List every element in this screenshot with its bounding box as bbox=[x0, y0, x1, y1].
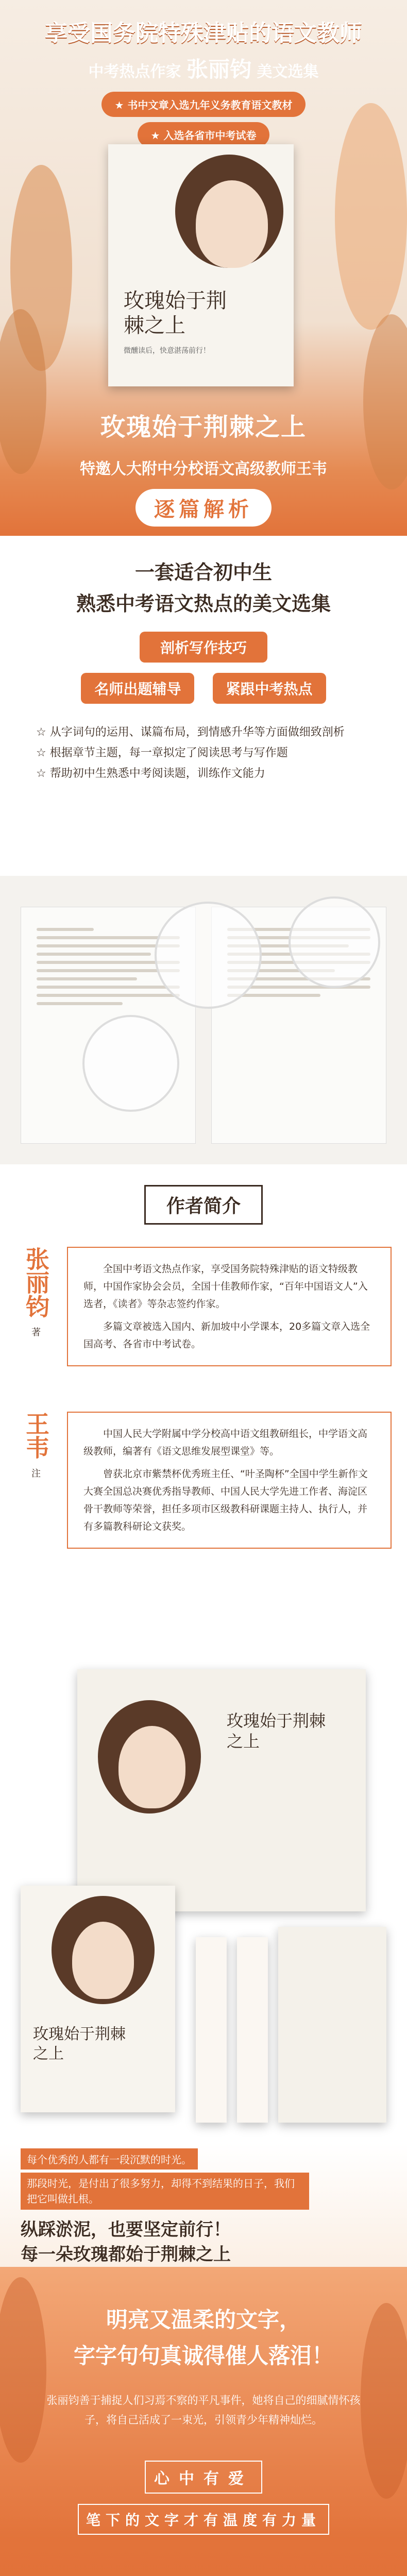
lozenge-warmth: 笔下的文字才有温度有力量 bbox=[78, 2504, 329, 2535]
pill-hotspot: 紧跟中考热点 bbox=[213, 673, 326, 704]
magnifier-circle-3 bbox=[289, 896, 380, 988]
quote-big-2: 每一朵玫瑰都始于荆棘之上 bbox=[21, 2244, 231, 2265]
bullet-text: 根据章节主题，每一章拟定了阅读思考与写作题 bbox=[49, 747, 288, 759]
banner-title: 玫瑰始于荆棘之上 bbox=[100, 413, 307, 442]
quote-box bbox=[21, 2148, 309, 2210]
book-cover bbox=[108, 144, 294, 386]
feature-bullet-1: ☆ 从字词句的运用、谋篇布局，到情感升华等方面做细致剖析 bbox=[36, 726, 345, 739]
subline-suffix: 美文选集 bbox=[257, 63, 319, 81]
magnifier-circle-1 bbox=[155, 902, 262, 1009]
hero-subline bbox=[0, 53, 407, 83]
author2-bio-2: 曾获北京市紫禁杯优秀班主任、“叶圣陶杯”全国中学生新作文大赛全国总决赛优秀指导教师、中国人民大学先进工作者、海淀区骨干教师等荣誉，担任多项市区级教科研课题主持人、执行人，并有多篇教科研论文获奖。 bbox=[83, 1468, 368, 1532]
badge-textbook-label: 书中文章入选九年义务教育语文教材 bbox=[127, 99, 293, 111]
showcase-book-back bbox=[278, 1927, 386, 2123]
bullet-text: 从字词句的运用、谋篇布局，到情感升华等方面做细致剖析 bbox=[49, 726, 345, 739]
hero-author-name: 张丽钧 bbox=[186, 57, 251, 82]
author2-bio-1: 中国人民大学附属中学分校高中语文组教研组长，中学语文高级教师，编著有《语文思维发展型课堂》等。 bbox=[83, 1428, 368, 1457]
author2-role: 注 bbox=[31, 1468, 41, 1479]
badge-textbook: ★ 书中文章入选九年义务教育语文教材 bbox=[101, 92, 306, 117]
showcase-section bbox=[0, 1649, 407, 2267]
showcase-face bbox=[118, 1726, 185, 1808]
authors-section bbox=[0, 1164, 407, 1649]
showcase-book-open bbox=[77, 1669, 366, 1911]
front-title: 玫瑰始于荆棘之上 bbox=[33, 2025, 126, 2063]
bullet-text: 帮助初中生熟悉中考阅读题，训练作文能力 bbox=[49, 767, 265, 780]
hero-headline: 享受国务院特殊津贴的语文教师 bbox=[45, 20, 362, 46]
subline-prefix: 中考热点作家 bbox=[88, 63, 181, 81]
badge-exam-label: 入选各省市中考试卷 bbox=[163, 129, 257, 142]
author-card-1 bbox=[15, 1247, 392, 1366]
showcase-spine-2 bbox=[237, 1937, 268, 2123]
author1-bio-2: 多篇文章被选入国内、新加坡中小学课本，20多篇文章入选全国高考、各省市中考试卷。 bbox=[83, 1321, 370, 1350]
authors-heading: 作者简介 bbox=[144, 1185, 263, 1225]
bottom-desc: 张丽钧善于捕捉人们习焉不察的平凡事件，她将自己的细腻情怀孩子，将自己活成了一束光，引领青少年精神灿烂。 bbox=[46, 2394, 361, 2426]
inner-pages-section bbox=[0, 876, 407, 1164]
bottom-line-1: 明亮又温柔的文字， bbox=[106, 2307, 301, 2332]
showcase-spine-1 bbox=[196, 1937, 227, 2123]
cover-title: 玫瑰始于荆棘之上 bbox=[124, 289, 227, 337]
banner-tagline: 特邀人大附中分校语文高级教师王韦 bbox=[80, 460, 327, 478]
showcase-title: 玫瑰始于荆棘之上 bbox=[227, 1711, 326, 1751]
showcase-book-front bbox=[21, 1886, 175, 2112]
feature-bullet-3: ☆ 帮助初中生熟悉中考阅读题，训练作文能力 bbox=[36, 767, 265, 780]
front-face bbox=[72, 1922, 134, 1999]
features-heading-1: 一套适合初中生 bbox=[134, 561, 272, 584]
pill-teacher: 名师出题辅导 bbox=[81, 673, 194, 704]
badge-exam: ★ 入选各省市中考试卷 bbox=[138, 122, 270, 147]
quote-big-1: 纵踩淤泥，也要坚定前行！ bbox=[21, 2219, 231, 2240]
author1-bio-1: 全国中考语文热点作家，享受国务院特殊津贴的语文特级教师，中国作家协会会员，全国十佳教师作家，“百年中国语文人”入选者，《读者》等杂志签约作家。 bbox=[83, 1263, 368, 1310]
author2-name: 王韦 bbox=[22, 1412, 50, 1459]
feature-bullet-2: ☆ 根据章节主题，每一章拟定了阅读思考与写作题 bbox=[36, 747, 288, 759]
features-heading-2: 熟悉中考语文热点的美文选集 bbox=[76, 592, 331, 615]
quote-line-1: 每个优秀的人都有一段沉默的时光。 bbox=[21, 2148, 198, 2170]
lozenge-heart: 心中有爱 bbox=[145, 2461, 262, 2494]
author1-name: 张丽钧 bbox=[22, 1247, 50, 1318]
cover-subtitle: 微醺读后，快意湛荡前行！ bbox=[124, 347, 210, 355]
pill-writing: 剖析写作技巧 bbox=[140, 632, 267, 663]
bottom-line-2: 字字句句真诚得催人落泪！ bbox=[73, 2343, 333, 2368]
magnifier-circle-2 bbox=[82, 1015, 179, 1112]
features-section bbox=[0, 536, 407, 876]
portrait-face bbox=[196, 180, 268, 268]
quote-line-2: 那段时光，是付出了很多努力，却得不到结果的日子，我们把它叫做扎根。 bbox=[21, 2173, 309, 2210]
stamp-analysis: 逐篇解析 bbox=[135, 489, 272, 527]
author1-role: 著 bbox=[31, 1327, 41, 1338]
hero-section bbox=[0, 0, 407, 536]
author-card-2 bbox=[15, 1412, 392, 1549]
bottom-section bbox=[0, 2267, 407, 2576]
